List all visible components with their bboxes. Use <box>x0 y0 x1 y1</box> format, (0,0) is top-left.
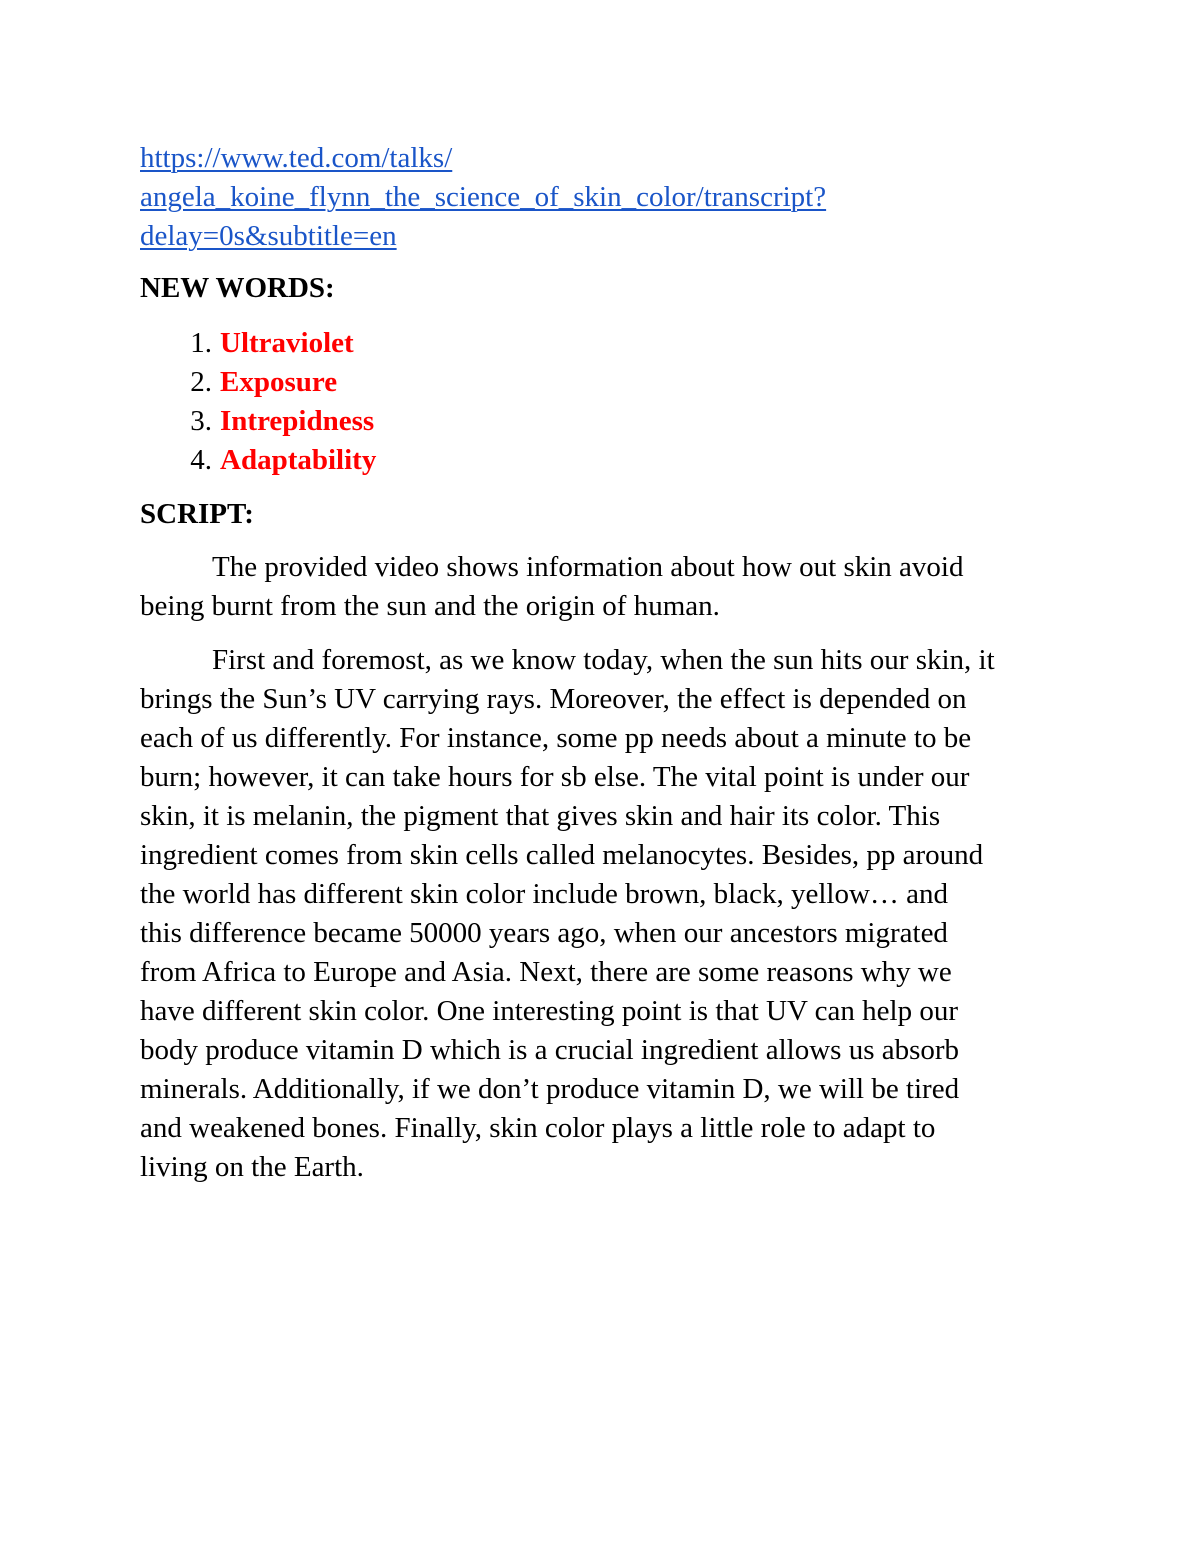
text-line: First and foremost, as we know today, when the sun hits our skin, it <box>212 644 995 676</box>
ted-transcript-link[interactable] <box>140 139 1070 256</box>
list-item-number: 3. <box>190 405 212 437</box>
list-item-number: 1. <box>190 327 212 359</box>
document-body <box>140 139 1070 1202</box>
text-line: each of us differently. For instance, some pp needs about a minute to be <box>140 722 972 754</box>
link-line-3[interactable]: delay=0s&subtitle=en <box>140 220 397 252</box>
text-line: the world has different skin color include brown, black, yellow… and <box>140 878 949 910</box>
link-line-2[interactable]: angela_koine_flynn_the_science_of_skin_color/transcript? <box>140 181 827 213</box>
new-words-heading: NEW WORDS: <box>140 272 335 304</box>
text-line: ingredient comes from skin cells called melanocytes. Besides, pp around <box>140 839 984 871</box>
list-item-number: 2. <box>190 366 212 398</box>
list-item <box>140 441 1070 480</box>
text-line: body produce vitamin D which is a crucial ingredient allows us absorb <box>140 1034 960 1066</box>
text-line: skin, it is melanin, the pigment that gives skin and hair its color. This <box>140 800 941 832</box>
new-words-list <box>140 324 1070 480</box>
text-line: living on the Earth. <box>140 1151 364 1183</box>
script-paragraph-1 <box>140 548 1070 626</box>
text-line: being burnt from the sun and the origin of human. <box>140 590 720 622</box>
new-word: Ultraviolet <box>220 327 354 359</box>
link-line-1[interactable]: https://www.ted.com/talks/ <box>140 142 453 174</box>
text-line: brings the Sun’s UV carrying rays. Moreover, the effect is depended on <box>140 683 967 715</box>
text-line: this difference became 50000 years ago, when our ancestors migrated <box>140 917 948 949</box>
list-item <box>140 324 1070 363</box>
new-word: Intrepidness <box>220 405 375 437</box>
text-line: burn; however, it can take hours for sb else. The vital point is under our <box>140 761 970 793</box>
script-paragraph-2 <box>140 641 1070 1187</box>
new-word: Exposure <box>220 366 338 398</box>
new-word: Adaptability <box>220 444 377 476</box>
text-line: have different skin color. One interesting point is that UV can help our <box>140 995 958 1027</box>
script-heading: SCRIPT: <box>140 498 254 530</box>
list-item-number: 4. <box>190 444 212 476</box>
list-item <box>140 402 1070 441</box>
list-item <box>140 363 1070 402</box>
text-line: minerals. Additionally, if we don’t produce vitamin D, we will be tired <box>140 1073 960 1105</box>
text-line: The provided video shows information about how out skin avoid <box>212 551 964 583</box>
text-line: and weakened bones. Finally, skin color plays a little role to adapt to <box>140 1112 936 1144</box>
text-line: from Africa to Europe and Asia. Next, there are some reasons why we <box>140 956 952 988</box>
